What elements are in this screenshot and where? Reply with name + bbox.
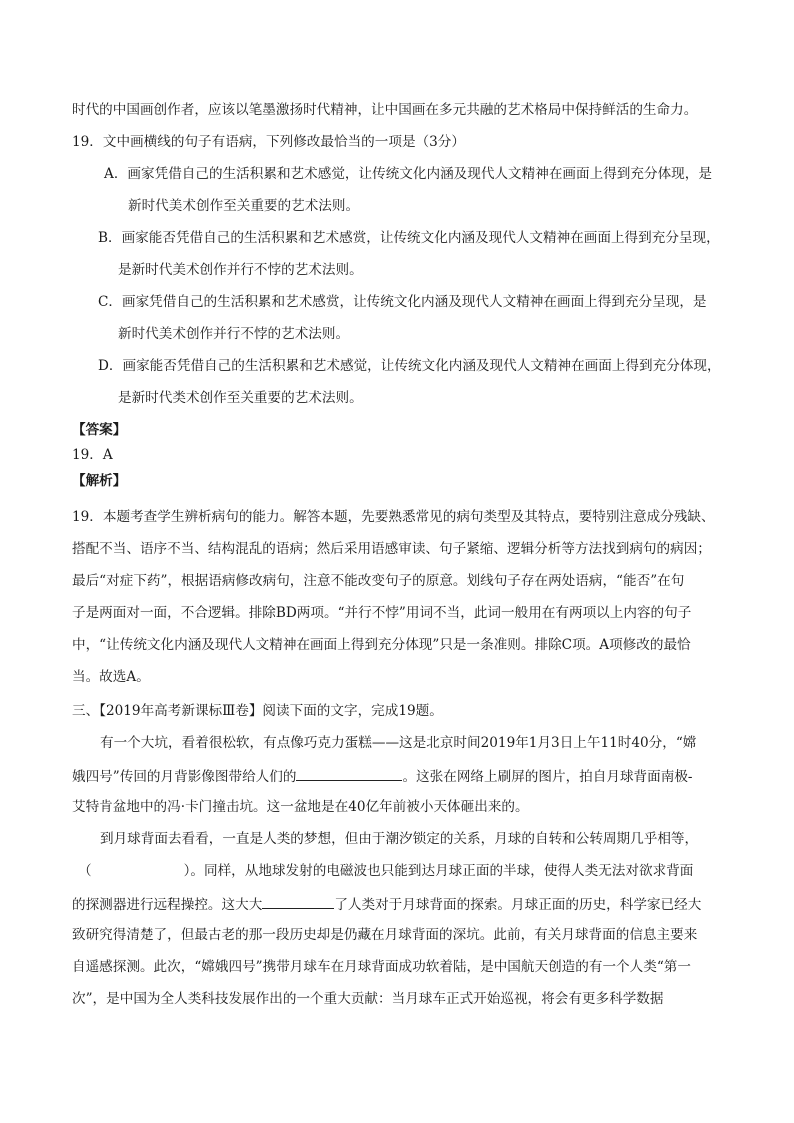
fill-blank-1[interactable]: [296, 766, 402, 781]
passage-p2-line-4: 致研究得清楚了，但最古老的那一段历史却是仍藏在月球背面的深坑。此前，有关月球背面的信息主要来: [72, 927, 698, 943]
passage-p2-line-1: 到月球背面去看看，一直是人类的梦想，但由于潮汐锁定的关系，月球的自转和公转周期几乎相等，: [100, 831, 699, 847]
passage-p2-line-3: [72, 894, 701, 914]
analysis-line-2: 搭配不当、语序不当、结构混乱的语病；然后采用语感审读、句子紧缩、逻辑分析等方法找到病句的病因；: [72, 541, 711, 557]
answer-heading: 【答案】: [72, 422, 127, 438]
fill-blank-3[interactable]: [262, 894, 334, 909]
passage-p2-line-2-b: ）。同样，从地球发射的电磁波也只能到达月球正面的半球，使得人类无法对欲求背面: [183, 863, 694, 879]
analysis-line-4: 子是两面对一面，不合逻辑。排除BD两项。“并行不悖”用词不当，此词一般用在有两项以上内容的句子: [72, 605, 692, 621]
passage-p1-line-1: 有一个大坑，看着很松软，有点像巧克力蛋糕——这是北京时间2019年1月3日上午11时40分，“嫦: [100, 735, 697, 751]
passage-p1-line-2: [72, 766, 693, 786]
section-3-title: 三、【2019年高考新课标Ⅲ卷】阅读下面的文字，完成19题。: [72, 703, 443, 719]
passage-p1-line-2-b: 。这张在网络上刷屏的图片，拍自月球背面南极-: [402, 769, 693, 785]
question-19-stem: 19．文中画横线的句子有语病，下列修改最恰当的一项是（3分）: [72, 134, 465, 150]
option-a-line-2: 新时代美术创作至关重要的艺术法则。: [128, 198, 360, 214]
option-d-line-2: 是新时代类术创作至关重要的艺术法则。: [118, 390, 363, 406]
answer-value: 19．A: [72, 447, 113, 463]
passage-p2-line-2-a: （: [78, 863, 92, 879]
analysis-line-3: 最后“对症下药”，根据语病修改病句，注意不能改变句子的原意。划线句子存在两处语病，“能否”在句: [72, 573, 685, 589]
option-b-line-1: B．画家能否凭借自己的生活积累和艺术感赏，让传统文化内涵及现代人文精神在画面上得到充分呈现，: [98, 230, 720, 246]
passage-p1-line-2-a: 娥四号”传回的月背影像图带给人们的: [72, 769, 297, 785]
analysis-line-6: 当。故选A。: [72, 669, 150, 685]
option-c-line-2: 新时代美术创作并行不悖的艺术法则。: [118, 326, 350, 342]
option-a-line-1: A．画家凭借自己的生活积累和艺术感觉，让传统文化内涵及现代人文精神在画面上得到充分体现，是: [104, 166, 712, 182]
passage-p2-line-2: [78, 862, 693, 880]
passage-p2-line-5: 自遥感探测。此次，“嫦娥四号”携带月球车在月球背面成功软着陆，是中国航天创造的有一个人类“第一: [72, 959, 691, 975]
option-c-line-1: C．画家凭借自己的生活积累和艺术感赏，让传统文化内涵及现代人文精神在画面上得到充分呈现，是: [98, 294, 707, 310]
intro-line: 时代的中国画创作者，应该以笔墨激扬时代精神，让中国画在多元共融的艺术格局中保持鲜活的生命力。: [72, 102, 698, 118]
analysis-line-5: 中，“让传统文化内涵及现代人文精神在画面上得到充分体现”只是一条准则。排除C项。A项修改的最恰: [72, 637, 691, 653]
passage-p2-line-6: 次”，是中国为全人类科技发展作出的一个重大贡献：当月球车正式开始巡视，将会有更多科学数据: [72, 991, 664, 1007]
passage-p2-line-3-a: 的探测器进行远程操控。这大大: [72, 897, 263, 913]
passage-p2-line-3-b: 了人类对于月球背面的探索。月球正面的历史，科学家已经大: [334, 897, 702, 913]
option-b-line-2: 是新时代美术创作并行不悖的艺术法则。: [118, 262, 363, 278]
analysis-line-1: 19．本题考查学生辨析病句的能力。解答本题，先要熟悉常见的病句类型及其特点，要特别注意成分残缺、: [72, 509, 715, 525]
passage-p1-line-3: 艾特肯盆地中的冯·卡门撞击坑。这一盆地是在40亿年前被小天体砸出来的。: [72, 799, 529, 815]
analysis-heading: 【解析】: [72, 473, 127, 489]
option-d-line-1: D．画家能否凭借自己的生活积累和艺术感觉，让传统文化内涵及现代人文精神在画面上得到充分体现，: [98, 358, 721, 374]
